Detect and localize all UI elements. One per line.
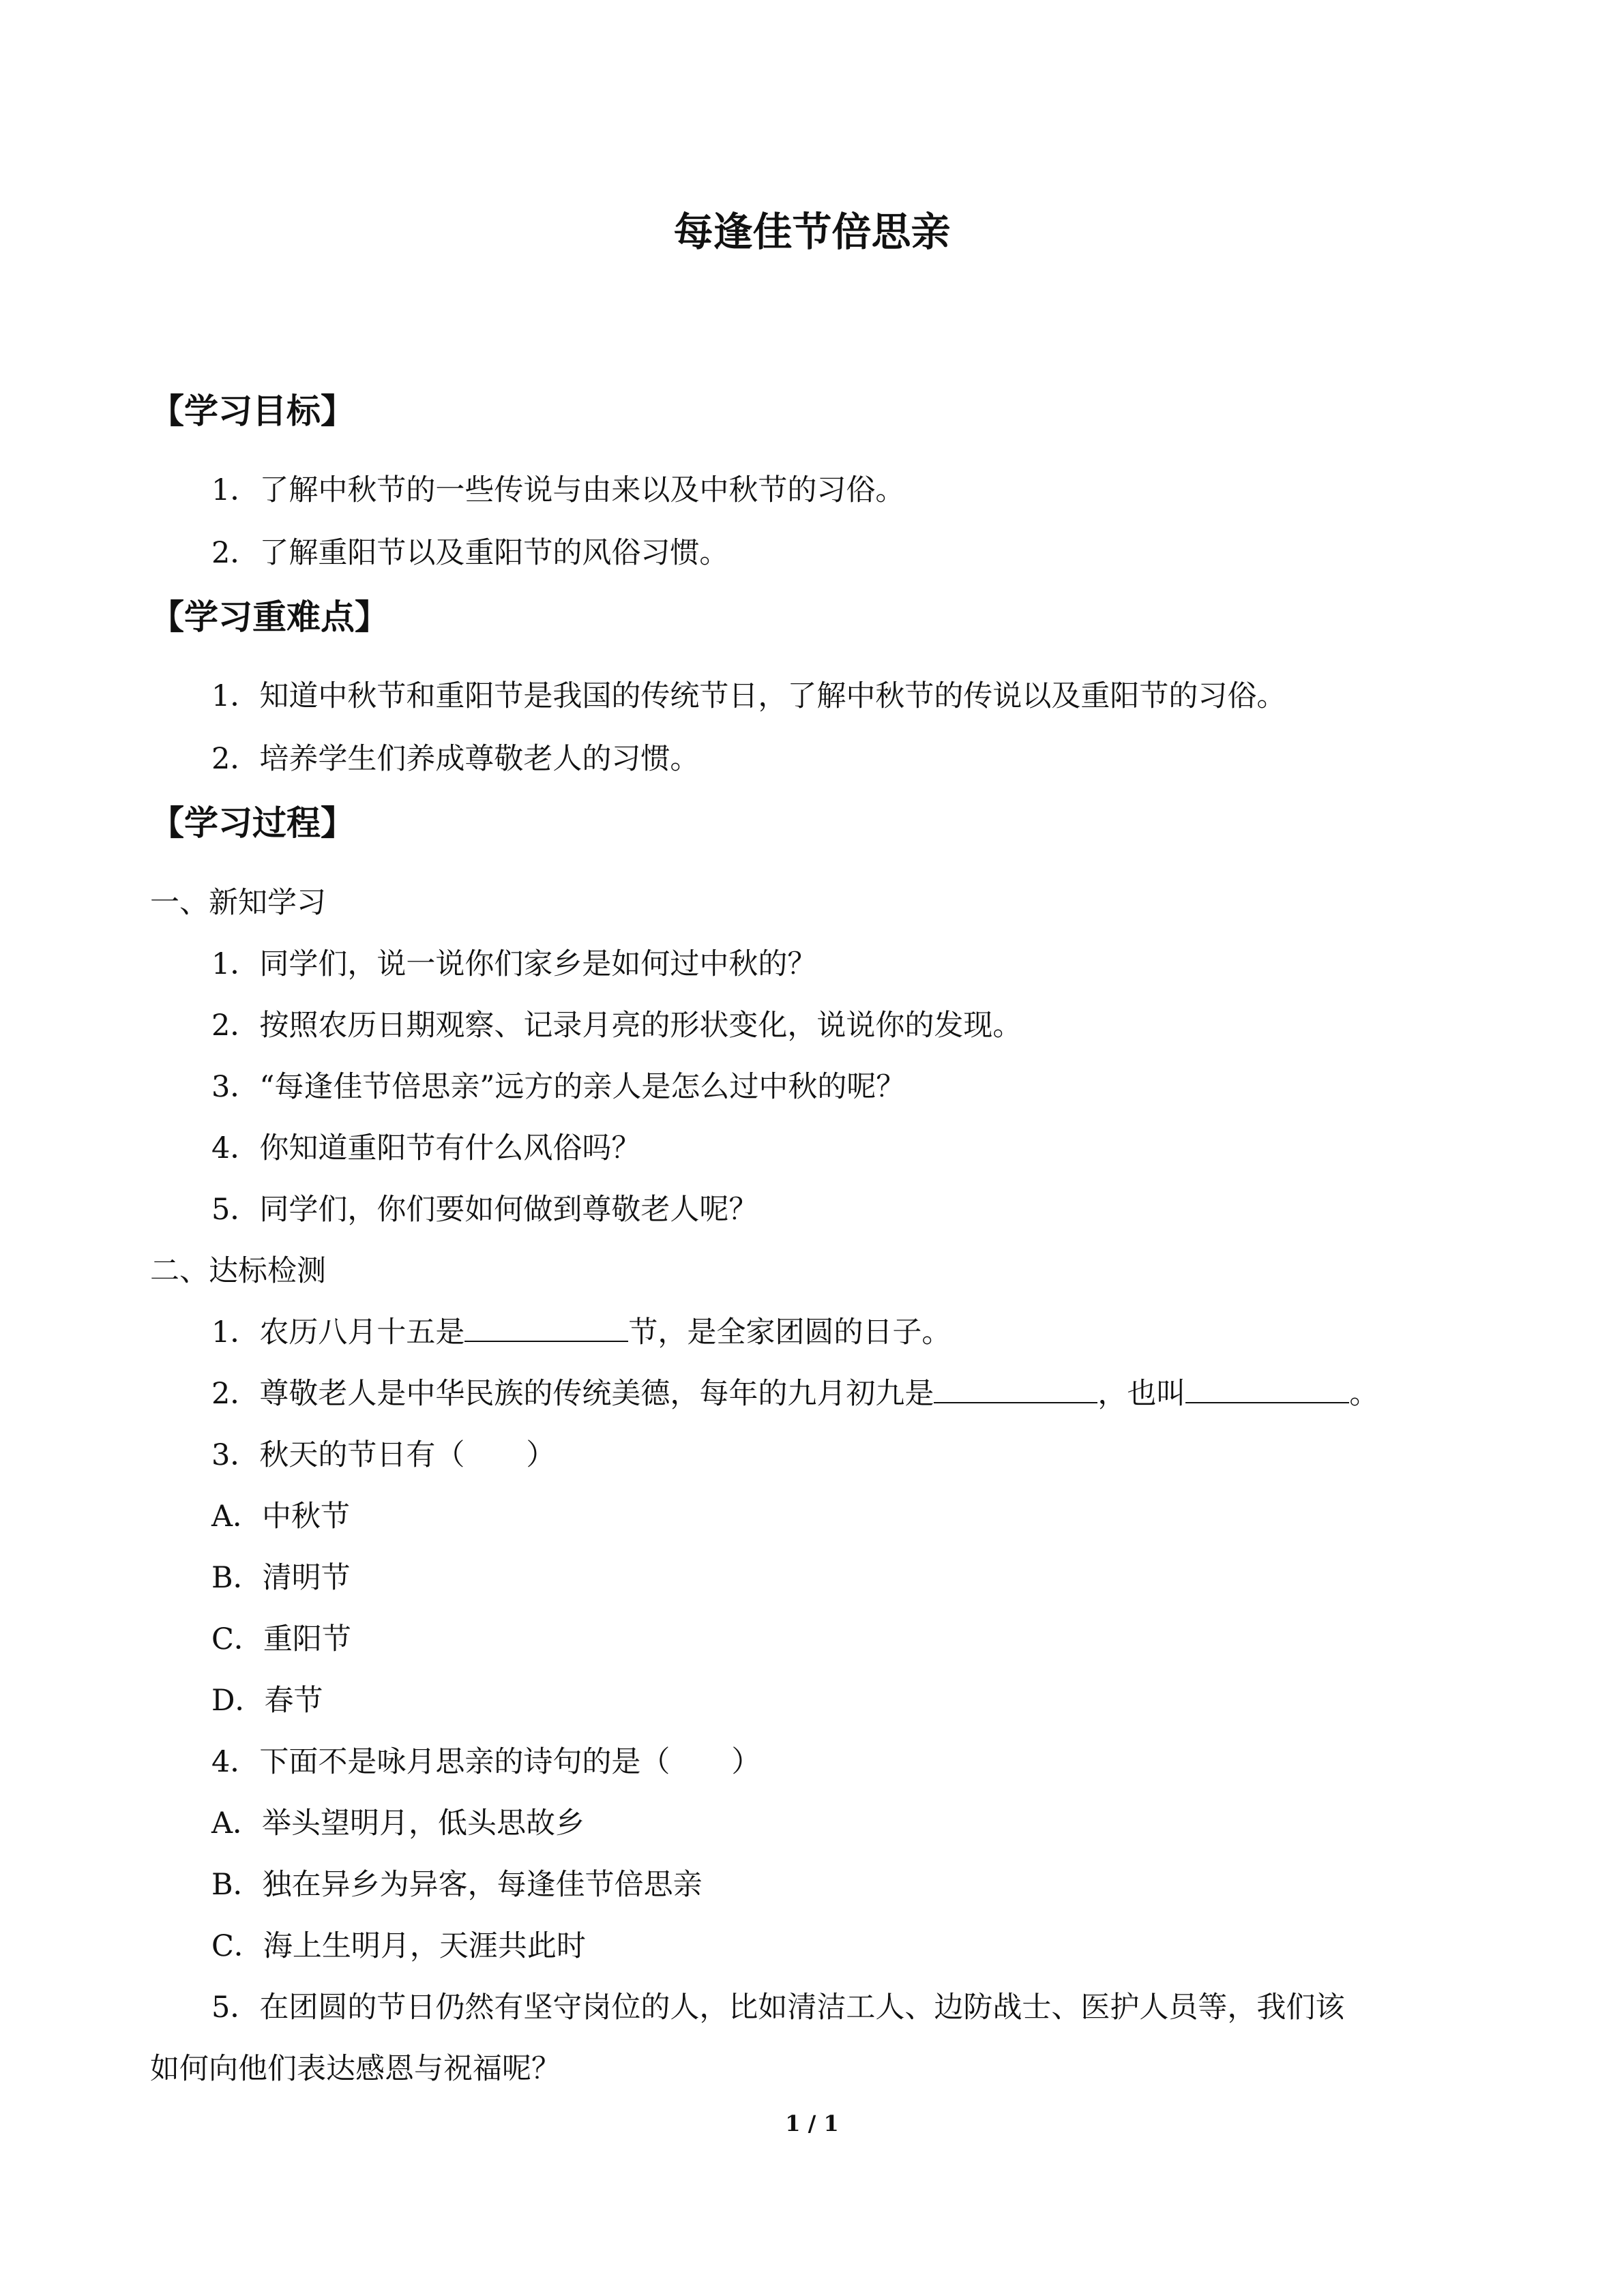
goal-item: 1．了解中秋节的一些传说与由来以及中秋节的习俗。 xyxy=(211,473,905,507)
question-2 xyxy=(211,1373,1378,1415)
question-text: 。 xyxy=(1349,1377,1379,1411)
option-item: B．独在异乡为异客，每逢佳节倍思亲 xyxy=(211,1868,703,1902)
answer-blank[interactable] xyxy=(1185,1376,1349,1403)
question-1 xyxy=(211,1311,951,1354)
question-text: ，也叫 xyxy=(1097,1377,1186,1411)
option-item: D．春节 xyxy=(211,1684,323,1718)
part1-item: 2．按照农历日期观察、记录月亮的形状变化，说说你的发现。 xyxy=(211,1009,1022,1043)
part1-item: 4．你知道重阳节有什么风俗吗？ xyxy=(211,1131,641,1165)
page-number: 1 / 1 xyxy=(785,2111,839,2136)
page-title: 每逢佳节倍思亲 xyxy=(673,209,951,255)
heading-process: 【学习过程】 xyxy=(150,803,355,843)
option-item: C．重阳节 xyxy=(211,1622,351,1656)
question-text: 4．下面不是咏月思亲的诗句的是（ xyxy=(211,1745,670,1779)
question-5-line1: 5．在团圆的节日仍然有坚守岗位的人，比如清洁工人、边防战士、医护人员等，我们该 xyxy=(211,1991,1345,2025)
answer-blank[interactable] xyxy=(464,1315,628,1342)
key-point-item: 2．培养学生们养成尊敬老人的习惯。 xyxy=(211,742,700,776)
heading-key-points: 【学习重难点】 xyxy=(150,597,389,637)
question-text: 3．秋天的节日有（ xyxy=(211,1438,465,1472)
part1-item: 1．同学们，说一说你们家乡是如何过中秋的？ xyxy=(211,947,817,981)
question-text: 节，是全家团圆的日子。 xyxy=(628,1315,951,1350)
answer-blank[interactable] xyxy=(934,1376,1097,1403)
part1-item: 5．同学们，你们要如何做到尊敬老人呢？ xyxy=(211,1193,758,1227)
question-text: ） xyxy=(526,1438,556,1472)
part1-item: 3．“每逢佳节倍思亲”远方的亲人是怎么过中秋的呢？ xyxy=(211,1070,906,1104)
option-item: B．清明节 xyxy=(211,1561,351,1595)
part2-label: 二、达标检测 xyxy=(150,1254,326,1288)
key-point-item: 1．知道中秋节和重阳节是我国的传统节日，了解中秋节的传说以及重阳节的习俗。 xyxy=(211,679,1286,713)
part1-label: 一、新知学习 xyxy=(150,886,326,920)
question-4 xyxy=(211,1741,761,1783)
goal-item: 2．了解重阳节以及重阳节的风俗习惯。 xyxy=(211,536,729,570)
question-5-line2: 如何向他们表达感恩与祝福呢？ xyxy=(150,2052,561,2086)
option-item: C．海上生明月，天涯共此时 xyxy=(211,1929,586,1963)
question-text: 1．农历八月十五是 xyxy=(211,1315,465,1350)
option-item: A．举头望明月，低头思故乡 xyxy=(211,1806,585,1840)
heading-goals: 【学习目标】 xyxy=(150,391,355,431)
question-text: 2．尊敬老人是中华民族的传统美德，每年的九月初九是 xyxy=(211,1377,934,1411)
option-item: A．中秋节 xyxy=(211,1500,351,1534)
question-text: ） xyxy=(731,1745,761,1779)
question-3 xyxy=(211,1434,555,1476)
